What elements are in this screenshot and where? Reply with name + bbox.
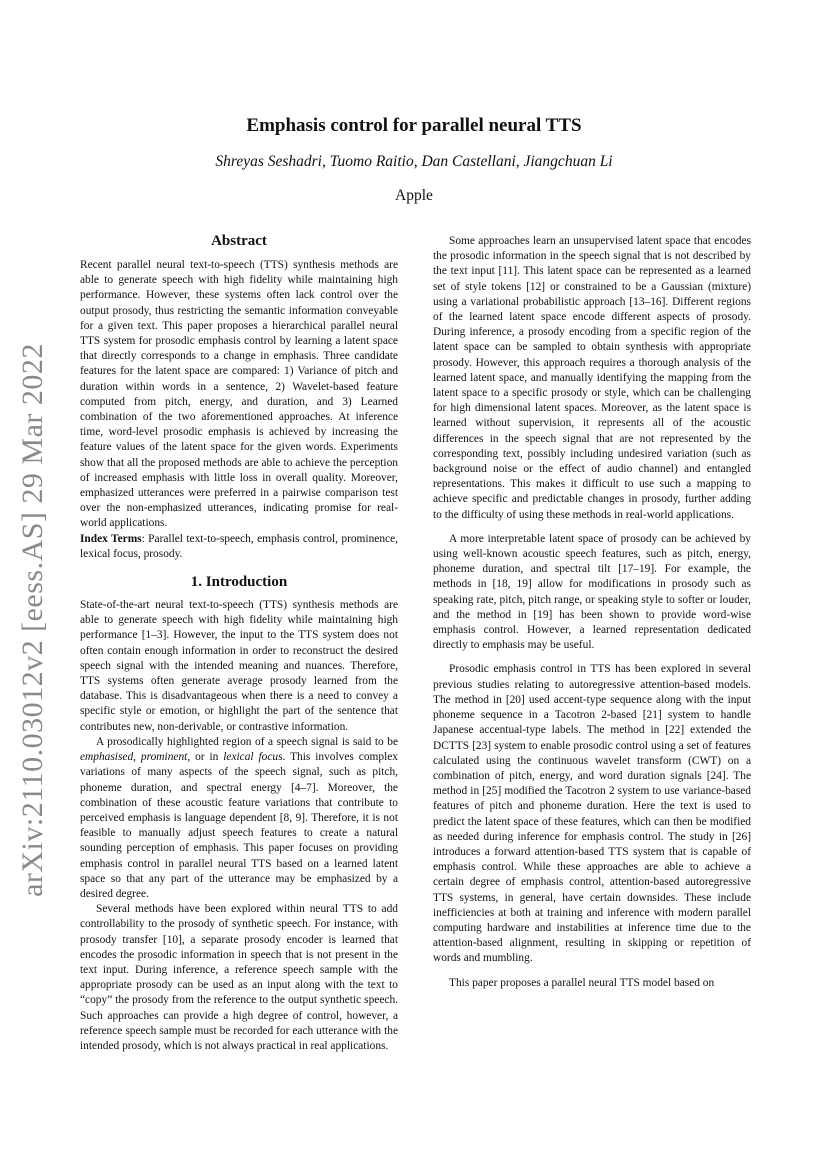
right-column xyxy=(433,234,751,991)
index-terms-text: : Parallel text-to-speech, emphasis control, prominence, lexical focus, prosody. xyxy=(80,532,398,560)
index-terms xyxy=(80,532,398,562)
index-terms-label: Index Terms xyxy=(80,532,142,545)
p2-text-a: A prosodically highlighted region of a speech signal is said to be xyxy=(96,735,398,748)
intro-paragraph-1: State-of-the-art neural text-to-speech (TTS) synthesis methods are able to generate speech with high fidelity while maintaining high performance [1–3]. However, the input to the TTS system does not often contain enough information in order to reconstruct the desired speech signal with the intended meaning and nuances. Therefore, TTS systems often generate average prosody learned from the database. This is disadvantageous when there is a need to convey a specific style or emotion, or highlight the part of the sentence that contributes new, non-derivable, or contrastive information. xyxy=(80,599,398,733)
abstract-heading: Abstract xyxy=(211,233,267,249)
intro-paragraph-6: Prosodic emphasis control in TTS has been explored in several previous studies relating to autoregressive attention-based models. The method in [20] used accent-type sequence along with the input phoneme sequence in a Tacotron 2-based [21] system to handle Japanese accentual-type labels. The method in [22] extended the DCTTS [23] system to enable prosodic control using a set of features calculated using the continuous wavelet transform (CWT) on a combination of pitch, energy, and word duration signals [24]. The method in [25] modified the Tacotron 2 system to use variance-based features of pitch and phoneme duration. Here the text is used to predict the latent space of these features, which can then be modified as needed during inference for emphasis control. The study in [26] introduces a forward attention-based TTS system that is capable of emphasis control. While these approaches are able to achieve a certain degree of emphasis control, attention-based autoregressive TTS systems, in general, have certain downsides. These include inefficiencies at both at training and inference with modern parallel computing hardware and instabilities at inference time due to the attention-based alignment, resulting in skipping or repetition of words and mumbling. xyxy=(433,663,751,965)
affiliation: Apple xyxy=(395,187,433,204)
intro-paragraph-5: A more interpretable latent space of prosody can be achieved by using well-known acoustic speech features, such as pitch, energy, phoneme duration, and spectral tilt [17–19]. For example, the methods in [18, 19] allow for modifications in prosody such as speaking rate, pitch, pitch range, or speaking style to softer or louder, and the method in [19] has been shown to provide word-wise emphasis control. However, a learned representation dedicated directly to emphasis may be useful. xyxy=(433,532,751,652)
abstract-text: Recent parallel neural text-to-speech (TTS) synthesis methods are able to generate speech with high fidelity while maintaining high performance. However, these systems often lack control over the output prosody, thus restricting the semantic information conveyable for a given text. This paper proposes a hierarchical parallel neural TTS system for prosodic emphasis control by learning a latent space that directly corresponds to a change in emphasis. Three candidate features for the latent space are compared: 1) Variance of pitch and duration within words in a sentence, 2) Wavelet-based feature computed from pitch, energy, and duration, and 3) Learned combination of the two aforementioned approaches. At inference time, word-level prosodic emphasis is achieved by increasing the feature values of the latent space for the given words. Experiments show that all the proposed methods are able to achieve the perception of increased emphasis with little loss in overall quality. Moreover, emphasized utterances were preferred in a pairwise comparison test over the non-emphasized utterances, indicating promise for real-world applications. xyxy=(80,259,398,530)
authors: Shreyas Seshadri, Tuomo Raitio, Dan Castellani, Jiangchuan Li xyxy=(215,153,613,170)
intro-paragraph-7: This paper proposes a parallel neural TTS model based on xyxy=(449,976,715,989)
p2-emphasis: emphasised, prominent xyxy=(80,751,188,764)
p2-text-c: . This involves complex variations of many aspects of the speech signal, such as pitch, phoneme duration, and spectral energy [4–7]. Moreover, the combination of these acoustic feature variations that contribute to perceived emphasis is language dependent [8, 9]. Therefore, it is not feasible to manually adjust speech features to create a natural sounding perception of emphasis. This paper focuses on providing emphasis control in parallel neural TTS based on a learned latent space so that any part of the utterance may be emphasized by a desired degree. xyxy=(80,751,398,900)
p2-emphasis-2: lexical focus xyxy=(223,751,283,764)
left-column xyxy=(80,232,398,1054)
intro-paragraph-3: Several methods have been explored within neural TTS to add controllability to the prosody of synthetic speech. For instance, with prosody transfer [10], a separate prosody encoder is learned that encodes the prosodic information in speech that is not present in the text input. During inference, a reference speech sample with the appropriate prosody can be used as an input along with the text to “copy” the prosody from the reference to the output synthetic speech. Such approaches can provide a high degree of control, however, a reference speech sample must be recorded for each utterance with the intended prosody, which is not always practical in real applications. xyxy=(80,903,398,1052)
arxiv-stamp: arXiv:2110.03012v2 [eess.AS] 29 Mar 2022 xyxy=(16,343,49,897)
paper-title: Emphasis control for parallel neural TTS xyxy=(246,115,582,136)
intro-paragraph-2 xyxy=(80,735,398,902)
introduction-heading: 1. Introduction xyxy=(190,574,288,591)
p2-text-b: , or in xyxy=(187,751,224,764)
intro-paragraph-4: Some approaches learn an unsupervised latent space that encodes the prosodic information in the speech signal that is not described by the text input [11]. This latent space can be represented as a learned set of style tokens [12] or constrained to be a Gaussian (mixture) using a variational probabilistic approach [13–16]. Different regions of the learned latent space encode different aspects of prosody. During inference, a prosody encoding from a specific region of the latent space can be sampled to obtain synthesis with appropriate prosody. However, this approach requires a thorough analysis of the learned latent space, and manually identifying the mapping from the latent space to a specific prosody or style, which can be challenging for high dimensional latent spaces. Moreover, as the latent space is learned without supervision, it represents all of the acoustic differences in the speech signal that are not represented by the corresponding text, possibly including undesired variation (such as background noise or the effect of audio channel) and entangled representations. This makes it difficult to use such a mapping to achieve specific and predictable changes in prosody, further adding to the difficulty of using these methods in real-world applications. xyxy=(433,235,751,521)
